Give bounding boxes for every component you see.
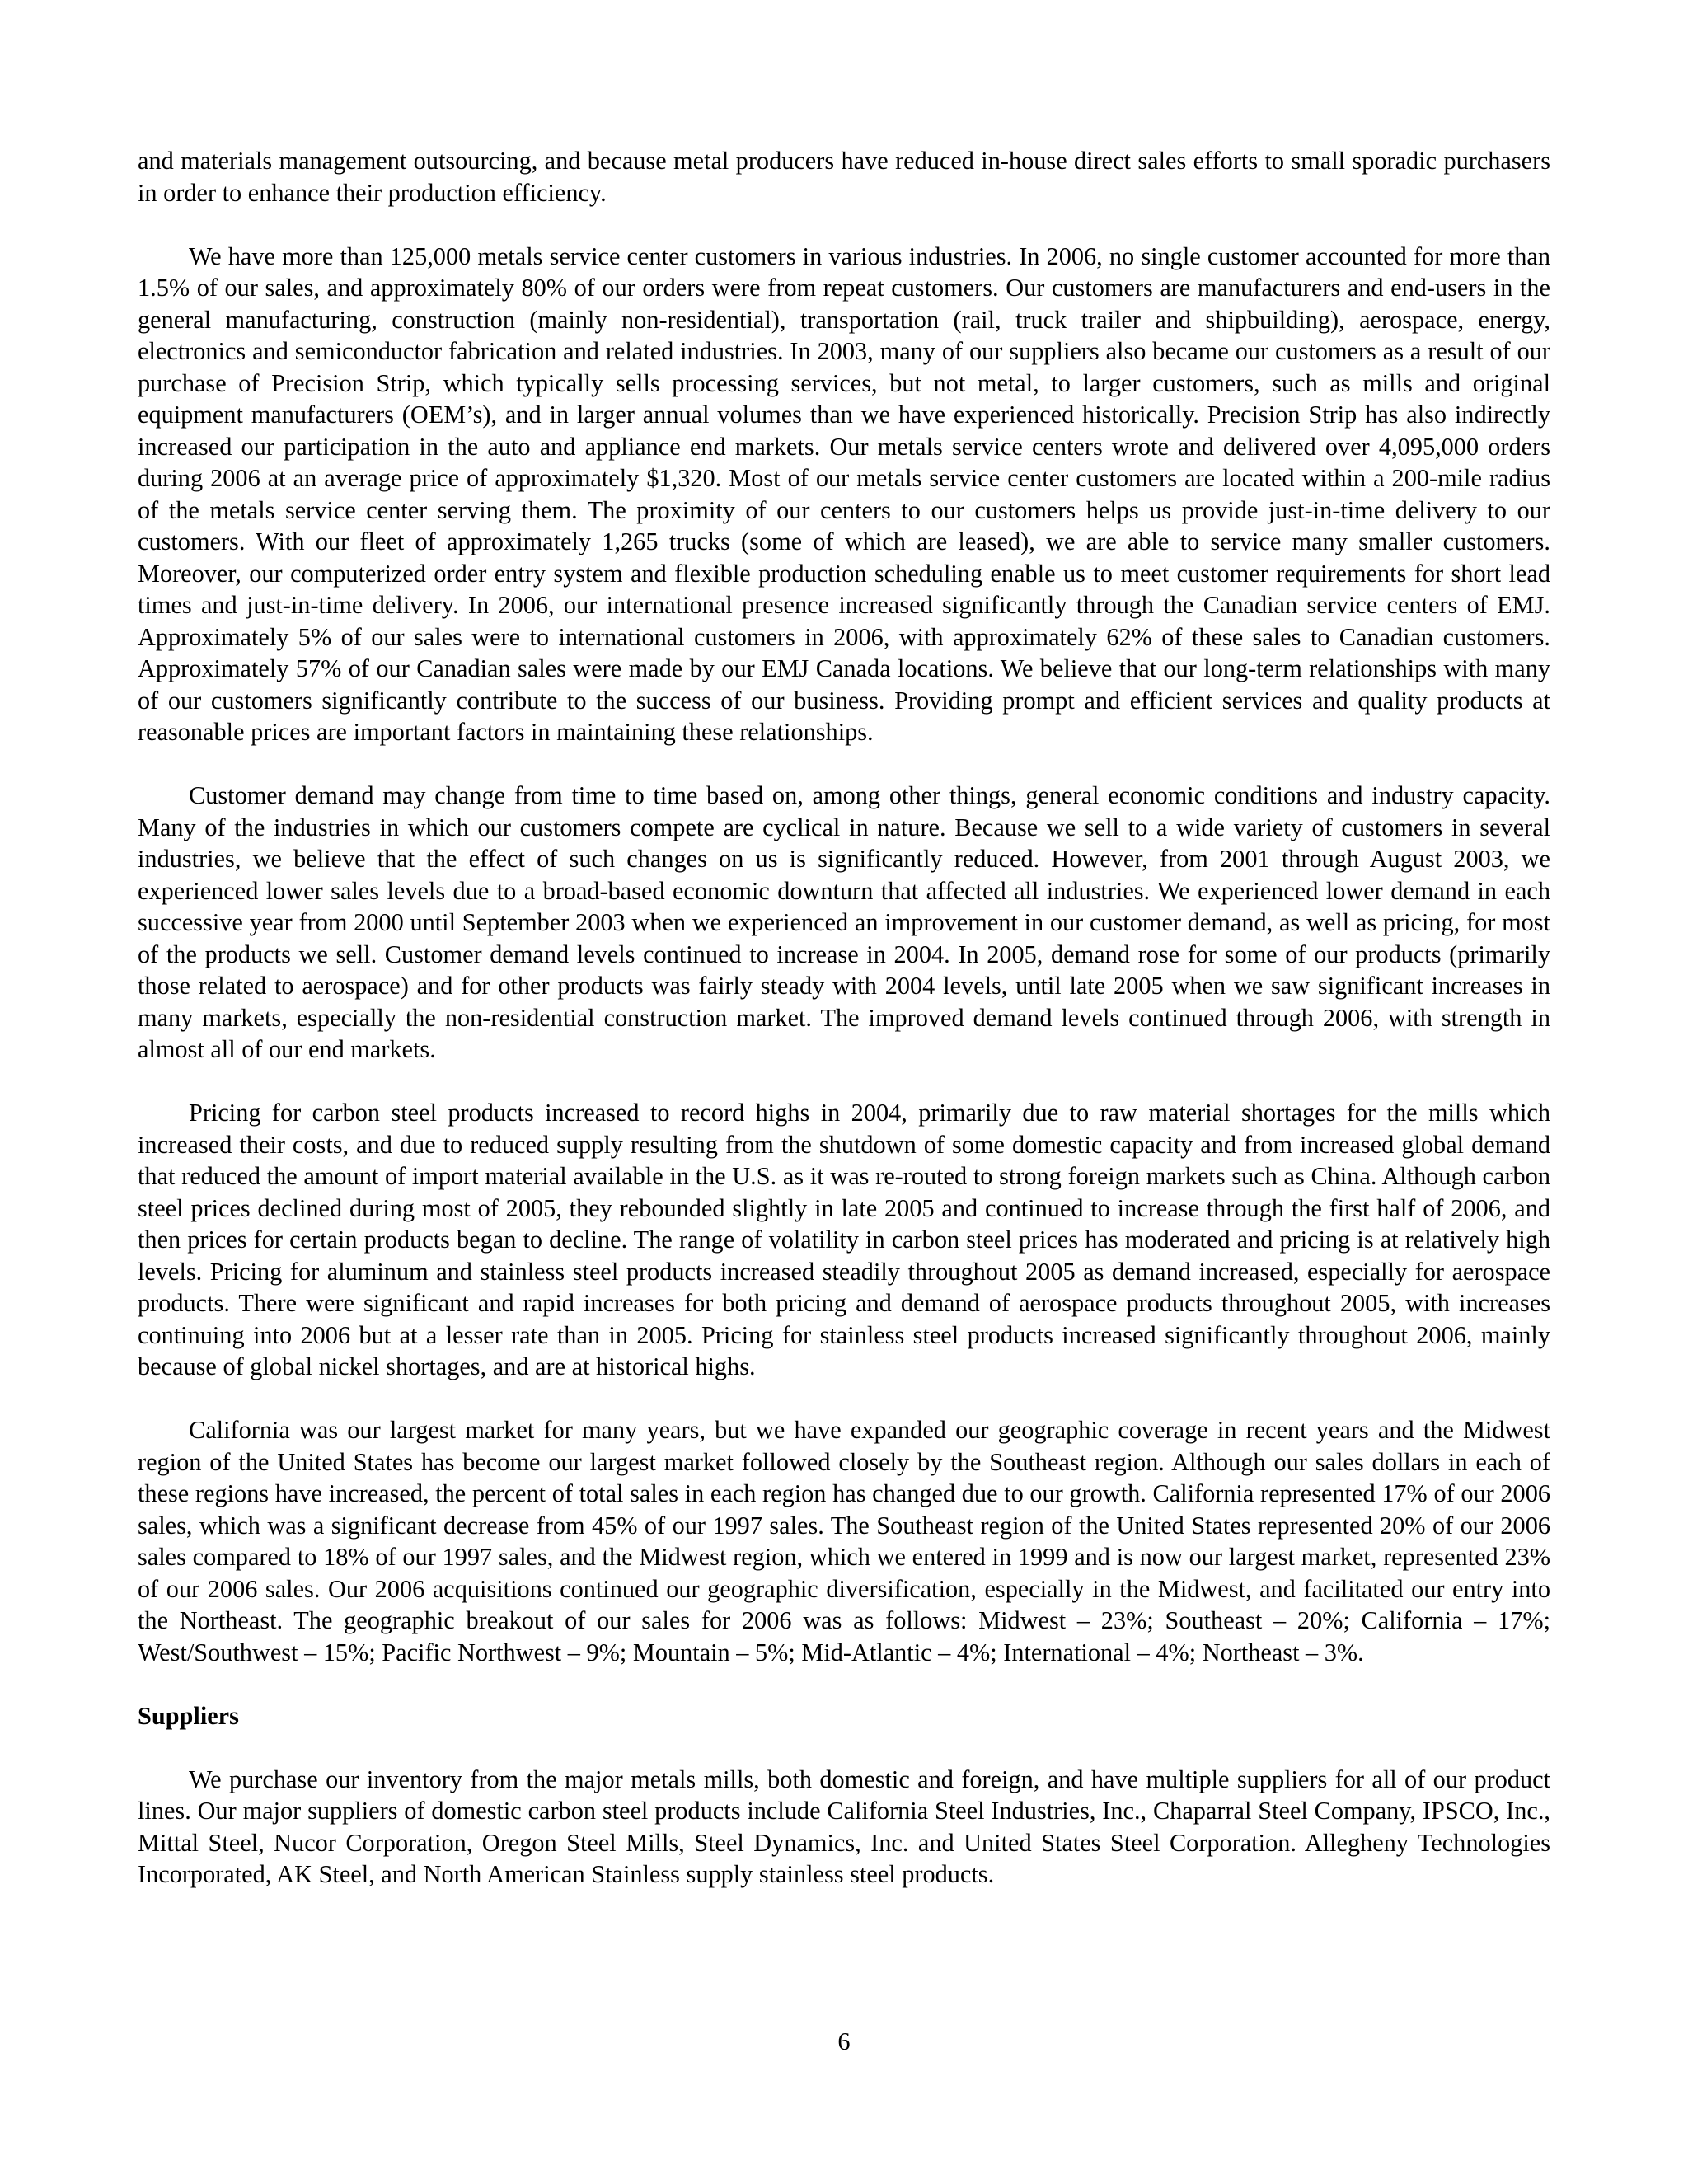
paragraph-geographic-markets: California was our largest market for many years, but we have expanded our geographic coverage in recent years and the Midwest region of the United States has become our largest market followed closely by the Southeast region. Although our sales dollars in each of these regions have increased, the percent of total sales in each region has changed due to our growth. California represented 17% of our 2006 sales, which was a significant decrease from 45% of our 1997 sales. The Southeast region of the United States represented 20% of our 2006 sales compared to 18% of our 1997 sales, and the Midwest region, which we entered in 1999 and is now our largest market, represented 23% of our 2006 sales. Our 2006 acquisitions continued our geographic diversification, especially in the Midwest, and facilitated our entry into the Northeast. The geographic breakout of our sales for 2006 was as follows: Midwest – 23%; Southeast – 20%; California – 17%; West/Southwest – 15%; Pacific Northwest – 9%; Mountain – 5%; Mid-Atlantic – 4%; International – 4%; Northeast – 3%. — [138, 1416, 1550, 1666]
page-number: 6 — [837, 2027, 851, 2055]
section-heading-suppliers: Suppliers — [138, 1701, 239, 1730]
document-page — [138, 145, 1550, 1922]
paragraph-suppliers: We purchase our inventory from the major metals mills, both domestic and foreign, and have multiple suppliers for all of our product lines. Our major suppliers of domestic carbon steel products include California Steel Industries, Inc., Chaparral Steel Company, IPSCO, Inc., Mittal Steel, Nucor Corporation, Oregon Steel Mills, Steel Dynamics, Inc. and United States Steel Corporation. Allegheny Technologies Incorporated, AK Steel, and North American Stainless supply stainless steel products. — [138, 1765, 1550, 1888]
paragraph-pricing: Pricing for carbon steel products increased to record highs in 2004, primarily due to raw material shortages for the mills which increased their costs, and due to reduced supply resulting from the shutdown of some domestic capacity and from increased global demand that reduced the amount of import material available in the U.S. as it was re-routed to strong foreign markets such as China. Although carbon steel prices declined during most of 2005, they rebounded slightly in late 2005 and continued to increase through the first half of 2006, and then prices for certain products began to decline. The range of volatility in carbon steel prices has moderated and pricing is at relatively high levels. Pricing for aluminum and stainless steel products increased steadily throughout 2005 as demand increased, especially for aerospace products. There were significant and rapid increases for both pricing and demand of aerospace products throughout 2005, with increases continuing into 2006 but at a lesser rate than in 2005. Pricing for stainless steel products increased significantly throughout 2006, mainly because of global nickel shortages, and are at historical highs. — [138, 1099, 1550, 1380]
paragraph-customer-demand: Customer demand may change from time to time based on, among other things, general economic conditions and industry capacity. Many of the industries in which our customers compete are cyclical in nature. Because we sell to a wide variety of customers in several industries, we believe that the effect of such changes on us is significantly reduced. However, from 2001 through August 2003, we experienced lower sales levels due to a broad-based economic downturn that affected all industries. We experienced lower demand in each successive year from 2000 until September 2003 when we experienced an improvement in our customer demand, as well as pricing, for most of the products we sell. Customer demand levels continued to increase in 2004. In 2005, demand rose for some of our products (primarily those related to aerospace) and for other products was fairly steady with 2004 levels, until late 2005 when we saw significant increases in many markets, especially the non-residential construction market. The improved demand levels continued through 2006, with strength in almost all of our end markets. — [138, 781, 1550, 1063]
paragraph-customers: We have more than 125,000 metals service center customers in various industries. In 2006, no single customer accounted for more than 1.5% of our sales, and approximately 80% of our orders were from repeat customers. Our customers are manufacturers and end-users in the general manufacturing, construction (mainly non-residential), transportation (rail, truck trailer and shipbuilding), aerospace, energy, electronics and semiconductor fabrication and related industries. In 2003, many of our suppliers also became our customers as a result of our purchase of Precision Strip, which typically sells processing services, but not metal, to larger customers, such as mills and original equipment manufacturers (OEM’s), and in larger annual volumes than we have experienced historically. Precision Strip has also indirectly increased our participation in the auto and appliance end markets. Our metals service centers wrote and delivered over 4,095,000 orders during 2006 at an average price of approximately $1,320. Most of our metals service center customers are located within a 200-mile radius of the metals service center serving them. The proximity of our centers to our customers helps us provide just-in-time delivery to our customers. With our fleet of approximately 1,265 trucks (some of which are leased), we are able to service many smaller customers. Moreover, our computerized order entry system and flexible production scheduling enable us to meet customer requirements for short lead times and just-in-time delivery. In 2006, our international presence increased significantly through the Canadian service centers of EMJ. Approximately 5% of our sales were to international customers in 2006, with approximately 62% of these sales to Canadian customers. Approximately 57% of our Canadian sales were made by our EMJ Canada locations. We believe that our long-term relationships with many of our customers significantly contribute to the success of our business. Providing prompt and efficient services and quality products at reasonable prices are important factors in maintaining these relationships. — [138, 241, 1550, 746]
paragraph-outsourcing-continued: and materials management outsourcing, and because metal producers have reduced in-house direct sales efforts to small sporadic purchasers in order to enhance their production efficiency. — [138, 147, 1550, 207]
